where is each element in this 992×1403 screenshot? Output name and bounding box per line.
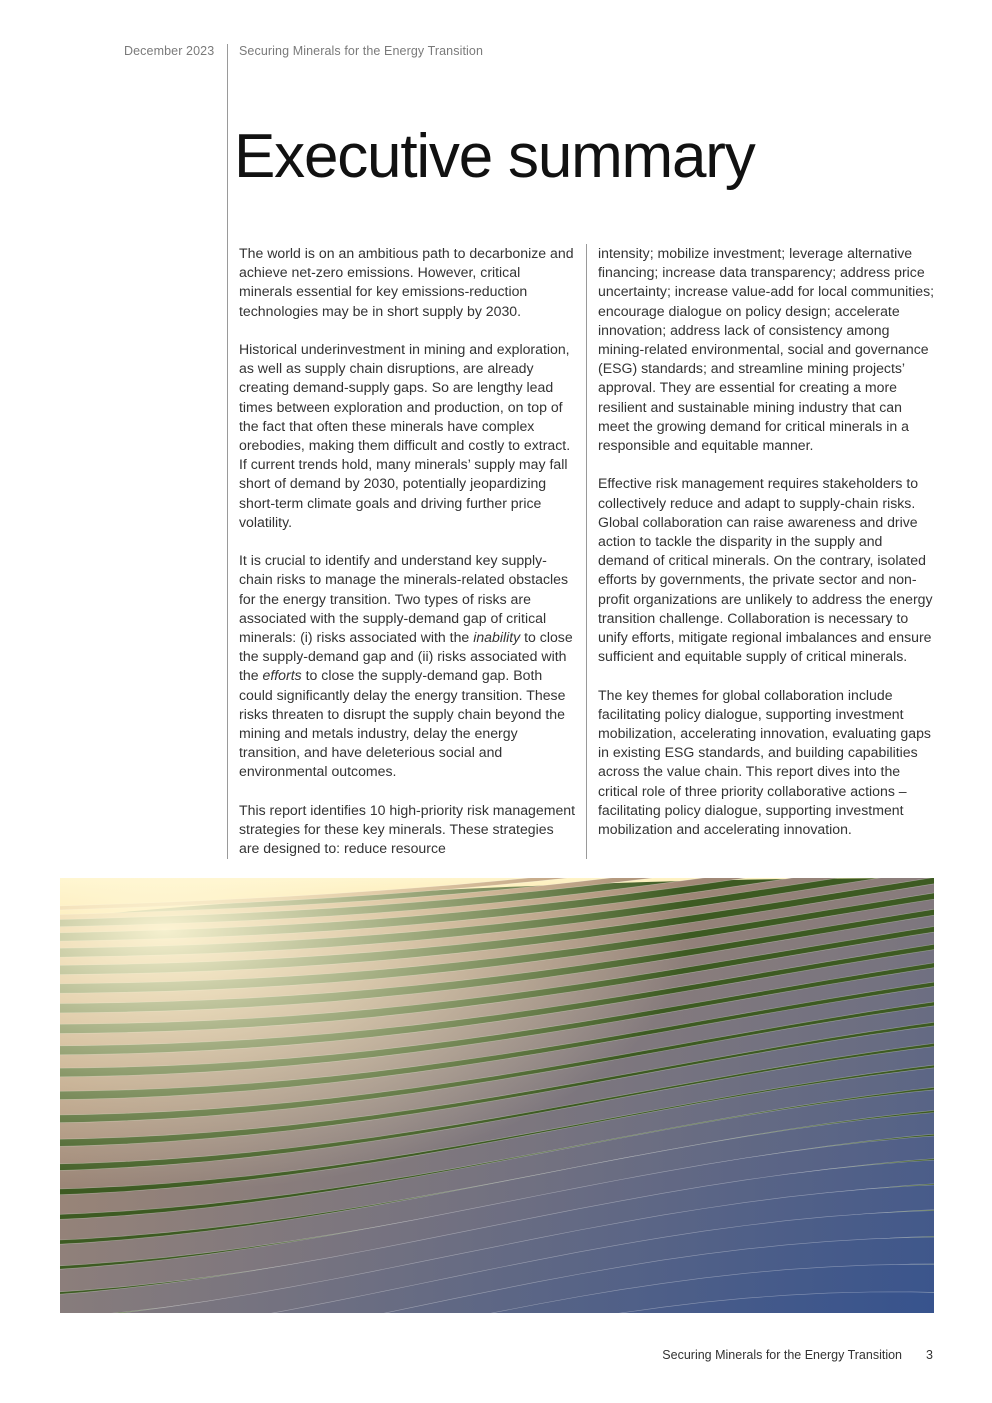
page-title: Executive summary [234, 122, 755, 191]
header-document-title: Securing Minerals for the Energy Transition [239, 44, 483, 58]
paragraph: The world is on an ambitious path to decarbonize and achieve net-zero emissions. However, critical minerals essential for key emissions-reduction technologies may be in short supply by 2030. [239, 245, 574, 319]
emphasis-efforts: efforts [262, 667, 302, 684]
text-run: It is crucial to identify and understand key supply-chain risks to manage the minerals-related obstacles for the energy transition. Two types of risks are associated with the supply-demand gap of critical minerals: (i) risks associated with the [239, 552, 569, 646]
text-run: to close the supply-demand gap and (ii) risks associated with the [239, 629, 573, 684]
paragraph: The key themes for global collaboration include facilitating policy dialogue, supporting investment mobilization, accelerating innovation, evaluating gaps in existing ESG standards, and building capabilities across the value chain. This report dives into the critical role of three priority collaborative actions – facilitating policy dialogue, supporting investment mobilization and accelerating innovation. [598, 686, 931, 838]
right-text-column [598, 244, 936, 858]
left-text-column [239, 244, 577, 878]
paragraph: Historical underinvestment in mining and exploration, as well as supply chain disruptions, are already creating demand-supply gaps. So are lengthy lead times between exploration and production, on top of the fact that often these minerals have complex orebodies, making them difficult and costly to extract. If current trends hold, many minerals’ supply may fall short of demand by 2030, potentially jeopardizing short-term climate goals and driving further price volatility. [239, 341, 571, 530]
paragraph [239, 551, 577, 781]
column-divider [586, 244, 587, 859]
sunlight-glow [60, 878, 934, 1313]
page-number: 3 [926, 1348, 933, 1362]
header-divider [227, 44, 228, 859]
emphasis-inability: inability [473, 629, 521, 646]
paragraph: intensity; mobilize investment; leverage alternative financing; increase data transparency; address price uncertainty; increase value-add for local communities; encourage dialogue on policy design; accelerate innovation; address lack of consistency among mining-related environmental, social and governance (ESG) standards; and streamline mining projects’ approval. They are essential for creating a more resilient and sustainable mining industry that can meet the growing demand for critical minerals in a responsible and equitable manner. [598, 245, 935, 454]
paragraph: Effective risk management requires stakeholders to collectively reduce and adapt to supply-chain risks. Global collaboration can raise awareness and drive action to tackle the disparity in the supply and demand of critical minerals. On the contrary, isolated efforts by governments, the private sector and non-profit organizations are unlikely to address the energy transition challenge. Collaboration is necessary to unify efforts, mitigate regional imbalances and ensure sufficient and equitable supply of critical minerals. [598, 475, 933, 665]
footer-document-title: Securing Minerals for the Energy Transition [662, 1348, 902, 1362]
solar-panel-field-photo [60, 878, 934, 1313]
paragraph: This report identifies 10 high-priority risk management strategies for these key minerals. These strategies are designed to: reduce resource [239, 801, 576, 857]
text-run: to close the supply-demand gap. Both could significantly delay the energy transition. These risks threaten to disrupt the supply chain beyond the mining and metals industry, delay the energy transition, and have deleterious social and environmental outcomes. [239, 667, 566, 780]
header-date: December 2023 [124, 44, 215, 58]
